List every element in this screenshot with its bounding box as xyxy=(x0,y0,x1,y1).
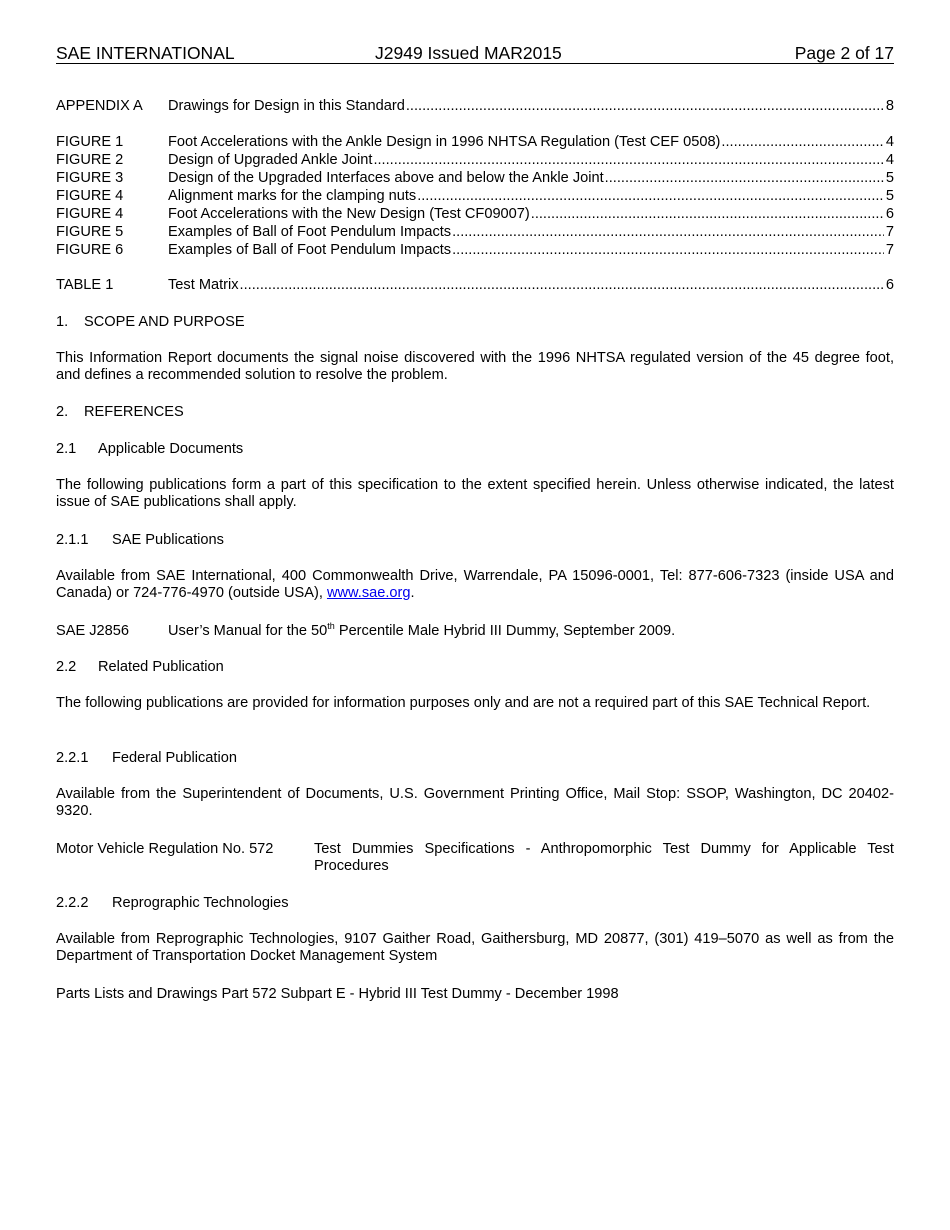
toc-page: 5 xyxy=(885,170,894,186)
toc-entry-figure-1[interactable] xyxy=(56,134,894,151)
section-heading-2-1-1 xyxy=(56,532,894,549)
toc-title: Drawings for Design in this Standard xyxy=(168,98,405,114)
toc-leader-dots xyxy=(452,242,884,259)
toc-label: FIGURE 3 xyxy=(56,170,124,186)
toc-leader-dots xyxy=(417,188,884,205)
paragraph-reprographic: Available from Reprographic Technologies, 9107 Gaither Road, Gaithersburg, MD 20877, (301) 419–5070 as well as from the Department of Transportation Docket Management System xyxy=(56,931,894,964)
section-heading-2-2-2 xyxy=(56,895,894,912)
toc-entry-figure-2[interactable] xyxy=(56,152,894,169)
toc-label: APPENDIX A xyxy=(56,98,143,114)
section-number: 2.2.1 xyxy=(56,750,89,766)
header-doc-id: J2949 Issued MAR2015 xyxy=(375,43,562,63)
paragraph-federal-publication: Available from the Superintendent of Documents, U.S. Government Printing Office, Mail Stop: SSOP, Washington, DC 20402-9320. xyxy=(56,786,894,819)
section-heading-2-1 xyxy=(56,441,894,458)
reference-title-sup: th xyxy=(327,621,335,632)
page-header xyxy=(56,44,894,64)
toc-page: 6 xyxy=(885,206,894,222)
section-number: 2.1 xyxy=(56,441,77,457)
section-number: 2. xyxy=(56,404,69,420)
toc-page: 6 xyxy=(885,277,894,293)
toc-title: Test Matrix xyxy=(168,277,239,293)
toc-leader-dots xyxy=(240,277,884,294)
toc-label: FIGURE 5 xyxy=(56,224,124,240)
section-heading-1 xyxy=(56,314,894,331)
reference-title-pre: User’s Manual for the 50 xyxy=(168,623,328,639)
toc-page: 4 xyxy=(885,152,894,168)
paragraph-related-publication: The following publications are provided for information purposes only and are not a required part of this SAE Technical Report. xyxy=(56,695,871,711)
section-number: 2.1.1 xyxy=(56,532,89,548)
toc-entry-table-1[interactable] xyxy=(56,277,894,294)
paragraph-end: . xyxy=(410,585,415,601)
toc-leader-dots xyxy=(373,152,884,169)
toc-leader-dots xyxy=(452,224,884,241)
toc-page: 5 xyxy=(885,188,894,204)
toc-leader-dots xyxy=(531,206,884,223)
section-title: SCOPE AND PURPOSE xyxy=(84,314,245,330)
toc-entry-figure-6[interactable] xyxy=(56,242,894,259)
section-heading-2 xyxy=(56,404,894,421)
reference-code: Motor Vehicle Regulation No. 572 xyxy=(56,841,274,857)
toc-entry-figure-5[interactable] xyxy=(56,224,894,241)
toc-page: 7 xyxy=(885,224,894,240)
toc-entry-figure-4a[interactable] xyxy=(56,188,894,205)
section-number: 1. xyxy=(56,314,69,330)
header-page-number: Page 2 of 17 xyxy=(794,43,894,63)
toc-label: FIGURE 4 xyxy=(56,188,124,204)
paragraph-parts-lists: Parts Lists and Drawings Part 572 Subpart E - Hybrid III Test Dummy - December 1998 xyxy=(56,986,619,1002)
toc-title: Foot Accelerations with the Ankle Design in 1996 NHTSA Regulation (Test CEF 0508) xyxy=(168,134,721,150)
toc-title: Design of Upgraded Ankle Joint xyxy=(168,152,373,168)
toc-leader-dots xyxy=(605,170,884,187)
toc-leader-dots xyxy=(406,98,884,115)
header-org: SAE INTERNATIONAL xyxy=(56,43,235,63)
section-title: Reprographic Technologies xyxy=(112,895,289,911)
paragraph-applicable-documents: The following publications form a part of this specification to the extent specified herein. Unless otherwise indicated, the latest issue of SAE publications shall apply. xyxy=(56,477,894,510)
toc-entry-appendix-a[interactable] xyxy=(56,98,894,115)
toc-leader-dots xyxy=(721,134,884,151)
reference-title-post: Percentile Male Hybrid III Dummy, September 2009. xyxy=(334,623,676,639)
reference-sae-j2856 xyxy=(56,623,894,640)
toc-page: 8 xyxy=(885,98,894,114)
toc-page: 7 xyxy=(885,242,894,258)
section-title: Federal Publication xyxy=(112,750,237,766)
toc-label: TABLE 1 xyxy=(56,277,114,293)
toc-label: FIGURE 4 xyxy=(56,206,124,222)
paragraph-text: Available from SAE International, 400 Commonwealth Drive, Warrendale, PA 15096-0001, Tel: 877-606-7323 (inside USA and Canada) or 724-776-4970 (outside USA), xyxy=(56,568,894,601)
reference-code: SAE J2856 xyxy=(56,623,130,639)
section-heading-2-2 xyxy=(56,659,894,676)
paragraph-sae-publications xyxy=(56,568,894,602)
reference-title xyxy=(168,623,675,640)
toc-title: Design of the Upgraded Interfaces above and below the Ankle Joint xyxy=(168,170,604,186)
reference-mvr-572 xyxy=(56,841,894,875)
toc-title: Examples of Ball of Foot Pendulum Impacts xyxy=(168,224,452,240)
section-title: Applicable Documents xyxy=(98,441,244,457)
toc-entry-figure-3[interactable] xyxy=(56,170,894,187)
section-heading-2-2-1 xyxy=(56,750,894,767)
section-number: 2.2.2 xyxy=(56,895,89,911)
toc-label: FIGURE 1 xyxy=(56,134,124,150)
toc-label: FIGURE 2 xyxy=(56,152,124,168)
paragraph-scope: This Information Report documents the signal noise discovered with the 1996 NHTSA regulated version of the 45 degree foot, and defines a recommended solution to resolve the problem. xyxy=(56,350,894,383)
toc-title: Alignment marks for the clamping nuts xyxy=(168,188,417,204)
sae-website-link[interactable]: www.sae.org xyxy=(326,585,411,601)
toc-entry-figure-4b[interactable] xyxy=(56,206,894,223)
toc-title: Examples of Ball of Foot Pendulum Impacts xyxy=(168,242,452,258)
section-title: SAE Publications xyxy=(112,532,224,548)
section-title: REFERENCES xyxy=(84,404,184,420)
section-number: 2.2 xyxy=(56,659,77,675)
toc-title: Foot Accelerations with the New Design (Test CF09007) xyxy=(168,206,530,222)
toc-label: FIGURE 6 xyxy=(56,242,124,258)
section-title: Related Publication xyxy=(98,659,224,675)
toc-page: 4 xyxy=(885,134,894,150)
reference-title: Test Dummies Specifications - Anthropomorphic Test Dummy for Applicable Test Procedures xyxy=(314,841,894,874)
